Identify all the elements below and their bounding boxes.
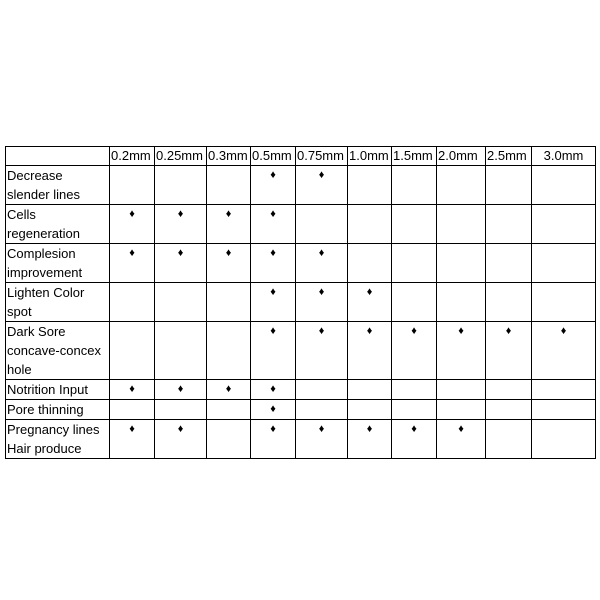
diamond-mark-cell: ♦ bbox=[437, 420, 486, 459]
empty-cell bbox=[532, 283, 596, 322]
row-label bbox=[6, 400, 110, 420]
diamond-mark-cell: ♦ bbox=[392, 420, 437, 459]
column-header: 1.0mm bbox=[348, 147, 392, 166]
empty-cell bbox=[532, 400, 596, 420]
empty-cell bbox=[486, 166, 532, 205]
table-body bbox=[6, 166, 596, 459]
empty-cell bbox=[437, 400, 486, 420]
column-header: 0.75mm bbox=[296, 147, 348, 166]
empty-cell bbox=[348, 205, 392, 244]
diamond-mark-cell: ♦ bbox=[251, 380, 296, 400]
column-header: 0.5mm bbox=[251, 147, 296, 166]
diamond-mark-cell: ♦ bbox=[207, 244, 251, 283]
row-label-line: Pregnancy lines bbox=[7, 422, 100, 437]
empty-cell bbox=[486, 380, 532, 400]
diamond-mark-cell: ♦ bbox=[348, 283, 392, 322]
empty-cell bbox=[207, 283, 251, 322]
row-label-line: Complesion bbox=[7, 246, 76, 261]
diamond-mark-cell: ♦ bbox=[110, 205, 155, 244]
row-label-line: concave-concex bbox=[7, 343, 101, 358]
empty-cell bbox=[296, 380, 348, 400]
row-label-line: improvement bbox=[7, 265, 83, 280]
diamond-mark-cell: ♦ bbox=[251, 283, 296, 322]
empty-cell bbox=[110, 322, 155, 380]
column-header: 0.3mm bbox=[207, 147, 251, 166]
row-label bbox=[6, 322, 110, 380]
table-row bbox=[6, 322, 596, 380]
row-label-line: slender lines bbox=[7, 187, 80, 202]
table-row bbox=[6, 400, 596, 420]
diamond-mark-cell: ♦ bbox=[296, 420, 348, 459]
diamond-mark-cell: ♦ bbox=[251, 400, 296, 420]
table-row bbox=[6, 166, 596, 205]
row-label-line: Lighten Color bbox=[7, 285, 85, 300]
empty-cell bbox=[486, 420, 532, 459]
row-label bbox=[6, 166, 110, 205]
row-label-line: regeneration bbox=[7, 226, 80, 241]
header-row bbox=[6, 147, 596, 166]
column-header: 2.5mm bbox=[486, 147, 532, 166]
empty-cell bbox=[532, 380, 596, 400]
empty-cell bbox=[207, 420, 251, 459]
empty-cell bbox=[532, 205, 596, 244]
empty-cell bbox=[155, 283, 207, 322]
diamond-mark-cell: ♦ bbox=[251, 166, 296, 205]
diamond-mark-cell: ♦ bbox=[110, 380, 155, 400]
diamond-mark-cell: ♦ bbox=[251, 244, 296, 283]
diamond-mark-cell: ♦ bbox=[392, 322, 437, 380]
empty-cell bbox=[110, 166, 155, 205]
empty-cell bbox=[486, 283, 532, 322]
row-label-line: hole bbox=[7, 362, 32, 377]
diamond-mark-cell: ♦ bbox=[251, 322, 296, 380]
column-header: 0.25mm bbox=[155, 147, 207, 166]
column-header: 0.2mm bbox=[110, 147, 155, 166]
diamond-mark-cell: ♦ bbox=[296, 166, 348, 205]
row-label-line: Hair produce bbox=[7, 441, 82, 456]
empty-cell bbox=[392, 283, 437, 322]
empty-cell bbox=[486, 244, 532, 283]
empty-cell bbox=[437, 166, 486, 205]
table-row bbox=[6, 205, 596, 244]
empty-cell bbox=[155, 400, 207, 420]
row-label-line: Dark Sore bbox=[7, 324, 66, 339]
diamond-mark-cell: ♦ bbox=[437, 322, 486, 380]
table-row bbox=[6, 244, 596, 283]
diamond-mark-cell: ♦ bbox=[110, 420, 155, 459]
empty-cell bbox=[532, 166, 596, 205]
empty-cell bbox=[110, 400, 155, 420]
column-header: 2.0mm bbox=[437, 147, 486, 166]
empty-cell bbox=[437, 205, 486, 244]
diamond-mark-cell: ♦ bbox=[532, 322, 596, 380]
row-label-line: Notrition Input bbox=[7, 382, 88, 397]
diamond-mark-cell: ♦ bbox=[155, 420, 207, 459]
diamond-mark-cell: ♦ bbox=[296, 322, 348, 380]
empty-cell bbox=[296, 205, 348, 244]
empty-cell bbox=[207, 322, 251, 380]
diamond-mark-cell: ♦ bbox=[155, 244, 207, 283]
empty-cell bbox=[486, 205, 532, 244]
diamond-mark-cell: ♦ bbox=[251, 420, 296, 459]
diamond-mark-cell: ♦ bbox=[207, 205, 251, 244]
empty-cell bbox=[532, 420, 596, 459]
empty-cell bbox=[207, 166, 251, 205]
row-label-line: Pore thinning bbox=[7, 402, 84, 417]
empty-cell bbox=[486, 400, 532, 420]
row-label bbox=[6, 283, 110, 322]
empty-cell bbox=[348, 400, 392, 420]
diamond-mark-cell: ♦ bbox=[296, 283, 348, 322]
table-row bbox=[6, 380, 596, 400]
empty-cell bbox=[348, 166, 392, 205]
row-label bbox=[6, 244, 110, 283]
diamond-mark-cell: ♦ bbox=[296, 244, 348, 283]
diamond-mark-cell: ♦ bbox=[155, 380, 207, 400]
table-row bbox=[6, 420, 596, 459]
empty-cell bbox=[532, 244, 596, 283]
empty-cell bbox=[392, 380, 437, 400]
diamond-mark-cell: ♦ bbox=[348, 420, 392, 459]
diamond-mark-cell: ♦ bbox=[207, 380, 251, 400]
row-label-line: Decrease bbox=[7, 168, 63, 183]
empty-cell bbox=[348, 244, 392, 283]
corner-cell bbox=[6, 147, 110, 166]
empty-cell bbox=[392, 205, 437, 244]
empty-cell bbox=[437, 380, 486, 400]
empty-cell bbox=[110, 283, 155, 322]
diamond-mark-cell: ♦ bbox=[155, 205, 207, 244]
diamond-mark-cell: ♦ bbox=[251, 205, 296, 244]
diamond-mark-cell: ♦ bbox=[110, 244, 155, 283]
row-label bbox=[6, 380, 110, 400]
empty-cell bbox=[207, 400, 251, 420]
row-label-line: Cells bbox=[7, 207, 36, 222]
table-row bbox=[6, 283, 596, 322]
column-header: 3.0mm bbox=[532, 147, 596, 166]
empty-cell bbox=[392, 244, 437, 283]
row-label-line: spot bbox=[7, 304, 32, 319]
row-label bbox=[6, 420, 110, 459]
diamond-mark-cell: ♦ bbox=[486, 322, 532, 380]
empty-cell bbox=[296, 400, 348, 420]
empty-cell bbox=[392, 166, 437, 205]
diamond-mark-cell: ♦ bbox=[348, 322, 392, 380]
needle-size-table bbox=[5, 146, 596, 459]
empty-cell bbox=[155, 322, 207, 380]
empty-cell bbox=[437, 244, 486, 283]
empty-cell bbox=[437, 283, 486, 322]
empty-cell bbox=[392, 400, 437, 420]
empty-cell bbox=[155, 166, 207, 205]
column-header: 1.5mm bbox=[392, 147, 437, 166]
row-label bbox=[6, 205, 110, 244]
empty-cell bbox=[348, 380, 392, 400]
